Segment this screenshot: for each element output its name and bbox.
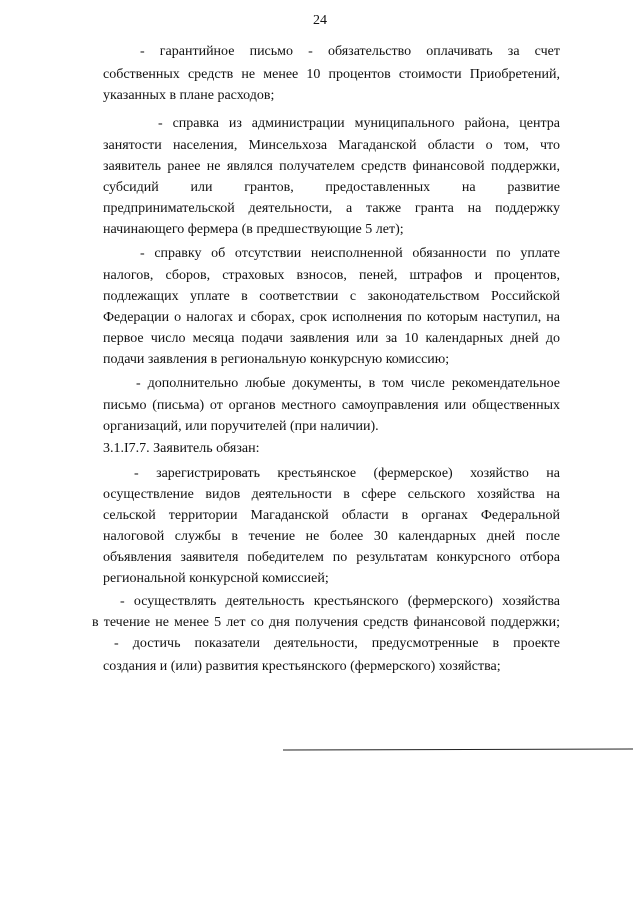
text-line: организаций, или поручителей (при наличии). [103,419,379,434]
footer-rule [283,749,633,751]
text-line: субсидий или грантов, предоставленных на развитие [103,180,560,195]
text-line: указанных в плане расходов; [103,88,275,103]
text-line: первое число месяца подачи заявления или за 10 календарных дней до [103,331,560,346]
text-line: предпринимательской деятельности, а также гранта на поддержку [103,201,560,216]
text-line: подлежащих уплате в соответствии с законодательством Российской [103,289,560,304]
text-line: - справку об отсутствии неисполненной обязанности по уплате [140,246,560,261]
text-line: заявитель ранее не являлся получателем средств финансовой поддержки, [103,159,560,174]
text-line: сельской территории Магаданской области в органах Федеральной [103,508,560,523]
text-line: начинающего фермера (в предшествующие 5 лет); [103,222,404,237]
section-heading: 3.1.I7.7. Заявитель обязан: [103,441,260,456]
text-line: письмо (письма) от органов местного самоуправления или общественных [103,398,560,413]
text-line: осуществление видов деятельности в сфере сельского хозяйства на [103,487,560,502]
text-line: создания и (или) развития крестьянского (фермерского) хозяйства; [103,659,501,674]
text-line: региональной конкурсной комиссией; [103,571,329,586]
text-line: в течение не менее 5 лет со дня получения средств финансовой поддержки; [92,615,560,630]
text-line: - зарегистрировать крестьянское (фермерское) хозяйство на [134,466,560,481]
text-line: Федерации о налогах и сборах, срок исполнения по которым наступил, на [103,310,560,325]
text-line: - осуществлять деятельность крестьянского (фермерского) хозяйства [120,594,560,609]
page-number: 24 [313,13,327,28]
text-line: подачи заявления в региональную конкурсную комиссию; [103,352,450,367]
text-line: - достичь показатели деятельности, предусмотренные в проекте [114,636,560,651]
text-line: занятости населения, Минсельхоза Магаданской области о том, что [103,138,560,153]
text-line: объявления заявителя победителем по результатам конкурсного отбора [103,550,560,565]
text-line: налоговой службы в течение не более 30 календарных дней после [103,529,560,544]
text-line: - дополнительно любые документы, в том числе рекомендательное [136,376,560,391]
text-line: налогов, сборов, страховых взносов, пеней, штрафов и процентов, [103,268,560,283]
text-line: - справка из администрации муниципального района, центра [158,116,560,131]
text-line: собственных средств не менее 10 процентов стоимости Приобретений, [103,67,560,82]
text-line: - гарантийное письмо - обязательство оплачивать за счет [140,44,560,59]
